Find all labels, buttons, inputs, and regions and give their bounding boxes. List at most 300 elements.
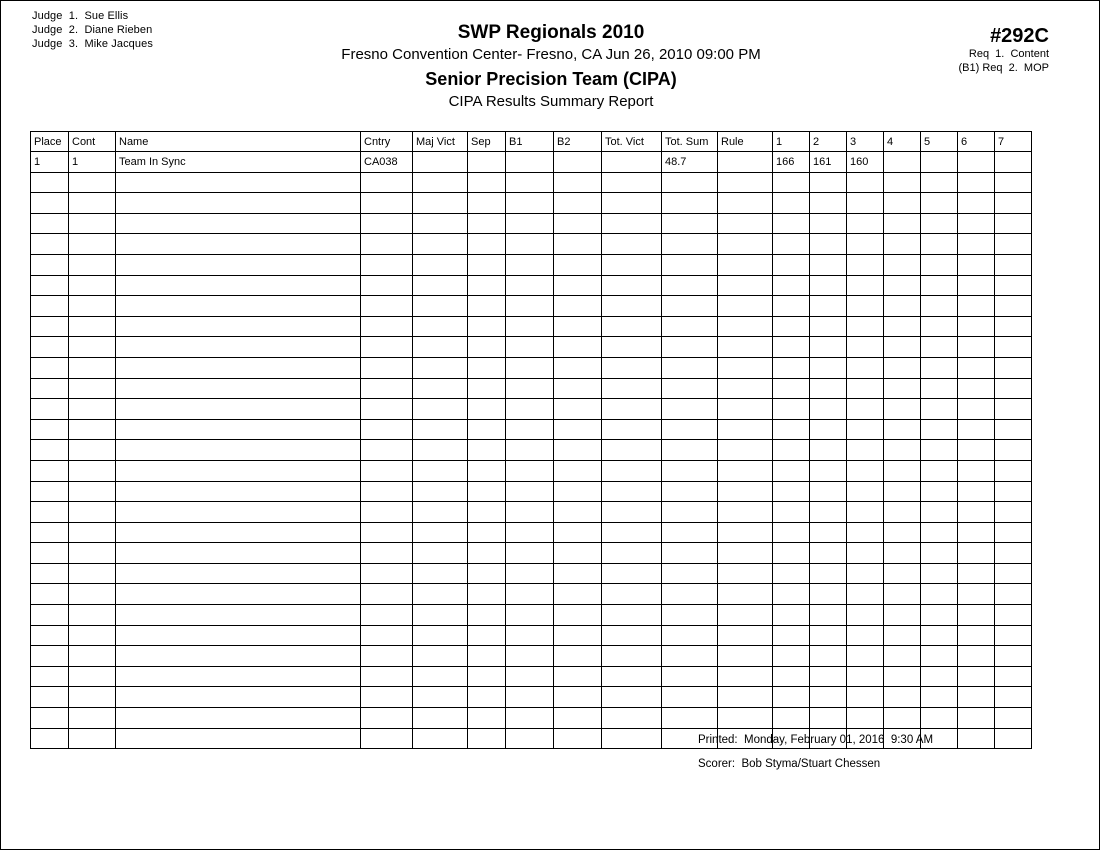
cell-empty bbox=[847, 440, 884, 461]
cell-empty bbox=[554, 543, 602, 564]
cell-empty bbox=[810, 213, 847, 234]
cell-empty bbox=[847, 666, 884, 687]
cell-empty bbox=[116, 584, 361, 605]
column-header-tot-sum: Tot. Sum bbox=[662, 132, 718, 152]
cell-empty bbox=[506, 666, 554, 687]
cell-empty bbox=[810, 378, 847, 399]
cell-empty bbox=[468, 419, 506, 440]
cell-empty bbox=[468, 728, 506, 749]
report-footer bbox=[698, 728, 933, 776]
column-header-judge-5: 5 bbox=[921, 132, 958, 152]
cell-empty bbox=[810, 399, 847, 420]
cell-empty bbox=[602, 378, 662, 399]
cell-empty bbox=[718, 193, 773, 214]
cell-empty bbox=[718, 213, 773, 234]
table-row bbox=[31, 254, 1032, 275]
table-row bbox=[31, 708, 1032, 729]
cell-empty bbox=[506, 728, 554, 749]
cell-empty bbox=[958, 687, 995, 708]
cell-empty bbox=[31, 193, 69, 214]
cell-empty bbox=[361, 296, 413, 317]
cell-empty bbox=[468, 357, 506, 378]
cell-empty bbox=[69, 419, 116, 440]
cell-empty bbox=[31, 357, 69, 378]
cell-empty bbox=[847, 213, 884, 234]
cell-empty bbox=[773, 502, 810, 523]
cell-empty bbox=[69, 646, 116, 667]
cell-empty bbox=[773, 708, 810, 729]
cell-empty bbox=[602, 646, 662, 667]
cell-empty bbox=[847, 193, 884, 214]
cell-empty bbox=[662, 213, 718, 234]
cell-empty bbox=[413, 543, 468, 564]
table-row bbox=[31, 666, 1032, 687]
cell-empty bbox=[718, 357, 773, 378]
cell-empty bbox=[31, 296, 69, 317]
column-header-sep: Sep bbox=[468, 132, 506, 152]
cell-empty bbox=[413, 440, 468, 461]
cell-empty bbox=[718, 460, 773, 481]
cell-empty bbox=[995, 419, 1032, 440]
cell-empty bbox=[958, 625, 995, 646]
cell-empty bbox=[602, 728, 662, 749]
table-row bbox=[31, 584, 1032, 605]
cell-empty bbox=[69, 296, 116, 317]
cell-empty bbox=[718, 337, 773, 358]
cell-empty bbox=[662, 543, 718, 564]
cell-empty bbox=[847, 357, 884, 378]
cell-empty bbox=[718, 296, 773, 317]
cell-empty bbox=[69, 337, 116, 358]
cell-empty bbox=[958, 193, 995, 214]
cell-empty bbox=[116, 357, 361, 378]
cell-empty bbox=[921, 522, 958, 543]
cell-empty bbox=[506, 481, 554, 502]
cell-judge-5 bbox=[921, 152, 958, 173]
cell-empty bbox=[921, 605, 958, 626]
cell-empty bbox=[602, 563, 662, 584]
cell-empty bbox=[361, 687, 413, 708]
cell-empty bbox=[602, 399, 662, 420]
cell-empty bbox=[847, 563, 884, 584]
table-row bbox=[31, 378, 1032, 399]
cell-empty bbox=[413, 728, 468, 749]
cell-empty bbox=[506, 399, 554, 420]
cell-empty bbox=[810, 584, 847, 605]
cell-empty bbox=[413, 275, 468, 296]
table-row bbox=[31, 687, 1032, 708]
cell-empty bbox=[506, 213, 554, 234]
cell-empty bbox=[361, 481, 413, 502]
cell-empty bbox=[361, 522, 413, 543]
cell-empty bbox=[69, 316, 116, 337]
cell-empty bbox=[554, 666, 602, 687]
cell-empty bbox=[847, 172, 884, 193]
cell-empty bbox=[847, 605, 884, 626]
column-header-tot-vict: Tot. Vict bbox=[602, 132, 662, 152]
cell-empty bbox=[995, 728, 1032, 749]
cell-empty bbox=[69, 399, 116, 420]
cell-empty bbox=[361, 337, 413, 358]
cell-empty bbox=[884, 193, 921, 214]
cell-empty bbox=[361, 563, 413, 584]
cell-empty bbox=[31, 399, 69, 420]
cell-empty bbox=[31, 419, 69, 440]
cell-empty bbox=[662, 337, 718, 358]
cell-empty bbox=[602, 193, 662, 214]
cell-empty bbox=[554, 419, 602, 440]
cell-empty bbox=[995, 337, 1032, 358]
cell-empty bbox=[31, 481, 69, 502]
cell-empty bbox=[69, 254, 116, 275]
cell-empty bbox=[773, 172, 810, 193]
cell-empty bbox=[69, 687, 116, 708]
table-row bbox=[31, 605, 1032, 626]
cell-empty bbox=[718, 234, 773, 255]
cell-empty bbox=[361, 646, 413, 667]
cell-empty bbox=[361, 213, 413, 234]
cell-empty bbox=[554, 687, 602, 708]
cell-empty bbox=[662, 502, 718, 523]
column-header-b1: B1 bbox=[506, 132, 554, 152]
cell-empty bbox=[958, 316, 995, 337]
cell-empty bbox=[468, 605, 506, 626]
cell-empty bbox=[361, 193, 413, 214]
cell-empty bbox=[554, 337, 602, 358]
cell-empty bbox=[506, 543, 554, 564]
cell-empty bbox=[69, 481, 116, 502]
cell-empty bbox=[884, 316, 921, 337]
cell-empty bbox=[921, 275, 958, 296]
cell-empty bbox=[602, 687, 662, 708]
cell-empty bbox=[995, 399, 1032, 420]
cell-empty bbox=[361, 378, 413, 399]
table-row bbox=[31, 357, 1032, 378]
cell-empty bbox=[116, 522, 361, 543]
cell-empty bbox=[116, 543, 361, 564]
cell-empty bbox=[116, 378, 361, 399]
cell-tot-vict bbox=[602, 152, 662, 173]
cell-empty bbox=[413, 605, 468, 626]
cell-empty bbox=[718, 502, 773, 523]
cell-empty bbox=[921, 502, 958, 523]
cell-empty bbox=[602, 584, 662, 605]
cell-empty bbox=[995, 254, 1032, 275]
cell-empty bbox=[773, 605, 810, 626]
cell-empty bbox=[506, 625, 554, 646]
cell-empty bbox=[69, 234, 116, 255]
table-row bbox=[31, 399, 1032, 420]
cell-empty bbox=[884, 460, 921, 481]
cell-empty bbox=[602, 605, 662, 626]
cell-empty bbox=[662, 357, 718, 378]
cell-empty bbox=[468, 254, 506, 275]
table-row bbox=[31, 234, 1032, 255]
cell-empty bbox=[554, 213, 602, 234]
cell-empty bbox=[506, 419, 554, 440]
cell-empty bbox=[69, 213, 116, 234]
cell-empty bbox=[116, 296, 361, 317]
cell-empty bbox=[413, 687, 468, 708]
cell-empty bbox=[554, 172, 602, 193]
cell-empty bbox=[810, 605, 847, 626]
cell-empty bbox=[847, 646, 884, 667]
cell-empty bbox=[718, 543, 773, 564]
cell-empty bbox=[602, 460, 662, 481]
cell-empty bbox=[602, 440, 662, 461]
cell-empty bbox=[921, 296, 958, 317]
cell-empty bbox=[810, 687, 847, 708]
cell-empty bbox=[921, 440, 958, 461]
table-row bbox=[31, 646, 1032, 667]
cell-judge-2: 161 bbox=[810, 152, 847, 173]
cell-empty bbox=[773, 522, 810, 543]
cell-empty bbox=[413, 399, 468, 420]
cell-empty bbox=[718, 440, 773, 461]
cell-empty bbox=[506, 605, 554, 626]
cell-empty bbox=[554, 378, 602, 399]
cell-empty bbox=[69, 605, 116, 626]
judge-line-1: Judge 1. Sue Ellis bbox=[32, 10, 129, 22]
cell-empty bbox=[718, 254, 773, 275]
table-row bbox=[31, 625, 1032, 646]
cell-empty bbox=[995, 193, 1032, 214]
cell-empty bbox=[506, 460, 554, 481]
cell-empty bbox=[554, 708, 602, 729]
cell-empty bbox=[506, 584, 554, 605]
cell-empty bbox=[554, 254, 602, 275]
cell-empty bbox=[468, 584, 506, 605]
cell-empty bbox=[921, 708, 958, 729]
cell-judge-7 bbox=[995, 152, 1032, 173]
cell-empty bbox=[773, 666, 810, 687]
cell-empty bbox=[413, 419, 468, 440]
cell-empty bbox=[413, 646, 468, 667]
cell-empty bbox=[718, 419, 773, 440]
cell-empty bbox=[884, 337, 921, 358]
cell-empty bbox=[995, 502, 1032, 523]
cell-empty bbox=[361, 666, 413, 687]
cell-empty bbox=[602, 357, 662, 378]
cell-empty bbox=[958, 172, 995, 193]
cell-empty bbox=[847, 316, 884, 337]
cell-empty bbox=[413, 708, 468, 729]
cell-empty bbox=[958, 708, 995, 729]
cell-empty bbox=[718, 646, 773, 667]
cell-place: 1 bbox=[31, 152, 69, 173]
column-header-maj-vict: Maj Vict bbox=[413, 132, 468, 152]
cell-empty bbox=[847, 708, 884, 729]
cell-empty bbox=[468, 275, 506, 296]
cell-empty bbox=[116, 172, 361, 193]
cell-empty bbox=[958, 419, 995, 440]
cell-empty bbox=[361, 584, 413, 605]
cell-empty bbox=[921, 646, 958, 667]
cell-empty bbox=[995, 605, 1032, 626]
cell-empty bbox=[506, 357, 554, 378]
cell-empty bbox=[884, 605, 921, 626]
cell-empty bbox=[810, 708, 847, 729]
cell-empty bbox=[921, 254, 958, 275]
cell-empty bbox=[958, 275, 995, 296]
cell-b2 bbox=[554, 152, 602, 173]
cell-empty bbox=[884, 584, 921, 605]
cell-empty bbox=[718, 522, 773, 543]
cell-empty bbox=[662, 296, 718, 317]
cell-empty bbox=[413, 357, 468, 378]
cell-name: Team In Sync bbox=[116, 152, 361, 173]
cell-empty bbox=[116, 316, 361, 337]
cell-empty bbox=[602, 708, 662, 729]
cell-empty bbox=[995, 646, 1032, 667]
cell-empty bbox=[995, 172, 1032, 193]
cell-empty bbox=[718, 275, 773, 296]
cell-empty bbox=[116, 460, 361, 481]
cell-empty bbox=[884, 708, 921, 729]
cell-empty bbox=[554, 522, 602, 543]
cell-empty bbox=[468, 296, 506, 317]
cell-empty bbox=[413, 213, 468, 234]
cell-empty bbox=[921, 460, 958, 481]
cell-empty bbox=[116, 481, 361, 502]
cell-empty bbox=[413, 337, 468, 358]
cell-empty bbox=[718, 399, 773, 420]
cell-empty bbox=[921, 213, 958, 234]
cell-empty bbox=[554, 296, 602, 317]
cell-empty bbox=[773, 213, 810, 234]
report-title: CIPA Results Summary Report bbox=[448, 93, 654, 110]
cell-empty bbox=[69, 357, 116, 378]
cell-empty bbox=[995, 213, 1032, 234]
cell-empty bbox=[31, 440, 69, 461]
cell-cont: 1 bbox=[69, 152, 116, 173]
cell-empty bbox=[921, 584, 958, 605]
cell-empty bbox=[718, 605, 773, 626]
cell-empty bbox=[31, 234, 69, 255]
cell-empty bbox=[602, 234, 662, 255]
cell-empty bbox=[116, 687, 361, 708]
cell-empty bbox=[884, 543, 921, 564]
cell-empty bbox=[773, 419, 810, 440]
cell-empty bbox=[884, 625, 921, 646]
cell-empty bbox=[810, 234, 847, 255]
table-row bbox=[31, 296, 1032, 317]
cell-empty bbox=[69, 522, 116, 543]
cell-empty bbox=[31, 563, 69, 584]
cell-empty bbox=[921, 563, 958, 584]
column-header-cont: Cont bbox=[69, 132, 116, 152]
cell-empty bbox=[69, 666, 116, 687]
table-row bbox=[31, 152, 1032, 173]
cell-empty bbox=[810, 522, 847, 543]
cell-empty bbox=[69, 543, 116, 564]
cell-empty bbox=[69, 460, 116, 481]
cell-empty bbox=[602, 337, 662, 358]
cell-empty bbox=[116, 337, 361, 358]
cell-empty bbox=[361, 357, 413, 378]
judge-line-3: Judge 3. Mike Jacques bbox=[32, 38, 153, 50]
cell-empty bbox=[116, 193, 361, 214]
cell-empty bbox=[468, 563, 506, 584]
cell-empty bbox=[413, 378, 468, 399]
cell-empty bbox=[921, 625, 958, 646]
cell-empty bbox=[361, 275, 413, 296]
cell-empty bbox=[468, 316, 506, 337]
cell-empty bbox=[506, 193, 554, 214]
panel-id: #292C bbox=[990, 25, 1049, 47]
cell-empty bbox=[958, 399, 995, 420]
cell-empty bbox=[810, 502, 847, 523]
cell-empty bbox=[31, 172, 69, 193]
cell-empty bbox=[116, 419, 361, 440]
cell-empty bbox=[847, 296, 884, 317]
table-body bbox=[31, 152, 1032, 749]
cell-empty bbox=[773, 234, 810, 255]
req-line-1: Req 1. Content bbox=[968, 48, 1049, 60]
cell-empty bbox=[958, 646, 995, 667]
cell-empty bbox=[847, 234, 884, 255]
cell-empty bbox=[847, 522, 884, 543]
cell-empty bbox=[69, 502, 116, 523]
cell-empty bbox=[810, 666, 847, 687]
cell-empty bbox=[958, 234, 995, 255]
cell-empty bbox=[995, 296, 1032, 317]
cell-empty bbox=[662, 666, 718, 687]
cell-empty bbox=[554, 625, 602, 646]
cell-empty bbox=[773, 254, 810, 275]
cell-empty bbox=[884, 172, 921, 193]
cell-empty bbox=[506, 172, 554, 193]
cell-empty bbox=[847, 543, 884, 564]
cell-empty bbox=[884, 563, 921, 584]
cell-empty bbox=[662, 563, 718, 584]
cell-empty bbox=[718, 708, 773, 729]
cell-empty bbox=[810, 254, 847, 275]
column-header-cntry: Cntry bbox=[361, 132, 413, 152]
cell-empty bbox=[810, 563, 847, 584]
cell-empty bbox=[847, 254, 884, 275]
cell-empty bbox=[662, 172, 718, 193]
cell-empty bbox=[662, 687, 718, 708]
cell-empty bbox=[718, 625, 773, 646]
cell-empty bbox=[884, 234, 921, 255]
column-header-b2: B2 bbox=[554, 132, 602, 152]
cell-empty bbox=[468, 193, 506, 214]
cell-empty bbox=[31, 502, 69, 523]
cell-empty bbox=[602, 172, 662, 193]
cell-empty bbox=[810, 419, 847, 440]
cell-empty bbox=[662, 193, 718, 214]
printed-timestamp: Printed: Monday, February 01, 2016 9:30 AM bbox=[698, 734, 934, 746]
cell-empty bbox=[506, 522, 554, 543]
cell-empty bbox=[847, 584, 884, 605]
cell-empty bbox=[958, 296, 995, 317]
cell-empty bbox=[921, 378, 958, 399]
cell-empty bbox=[884, 399, 921, 420]
cell-empty bbox=[554, 440, 602, 461]
cell-empty bbox=[884, 481, 921, 502]
cell-cntry: CA038 bbox=[361, 152, 413, 173]
cell-empty bbox=[602, 213, 662, 234]
cell-empty bbox=[921, 481, 958, 502]
cell-empty bbox=[31, 543, 69, 564]
cell-empty bbox=[662, 399, 718, 420]
cell-empty bbox=[847, 481, 884, 502]
cell-empty bbox=[810, 646, 847, 667]
cell-empty bbox=[662, 316, 718, 337]
cell-empty bbox=[506, 296, 554, 317]
cell-empty bbox=[506, 646, 554, 667]
